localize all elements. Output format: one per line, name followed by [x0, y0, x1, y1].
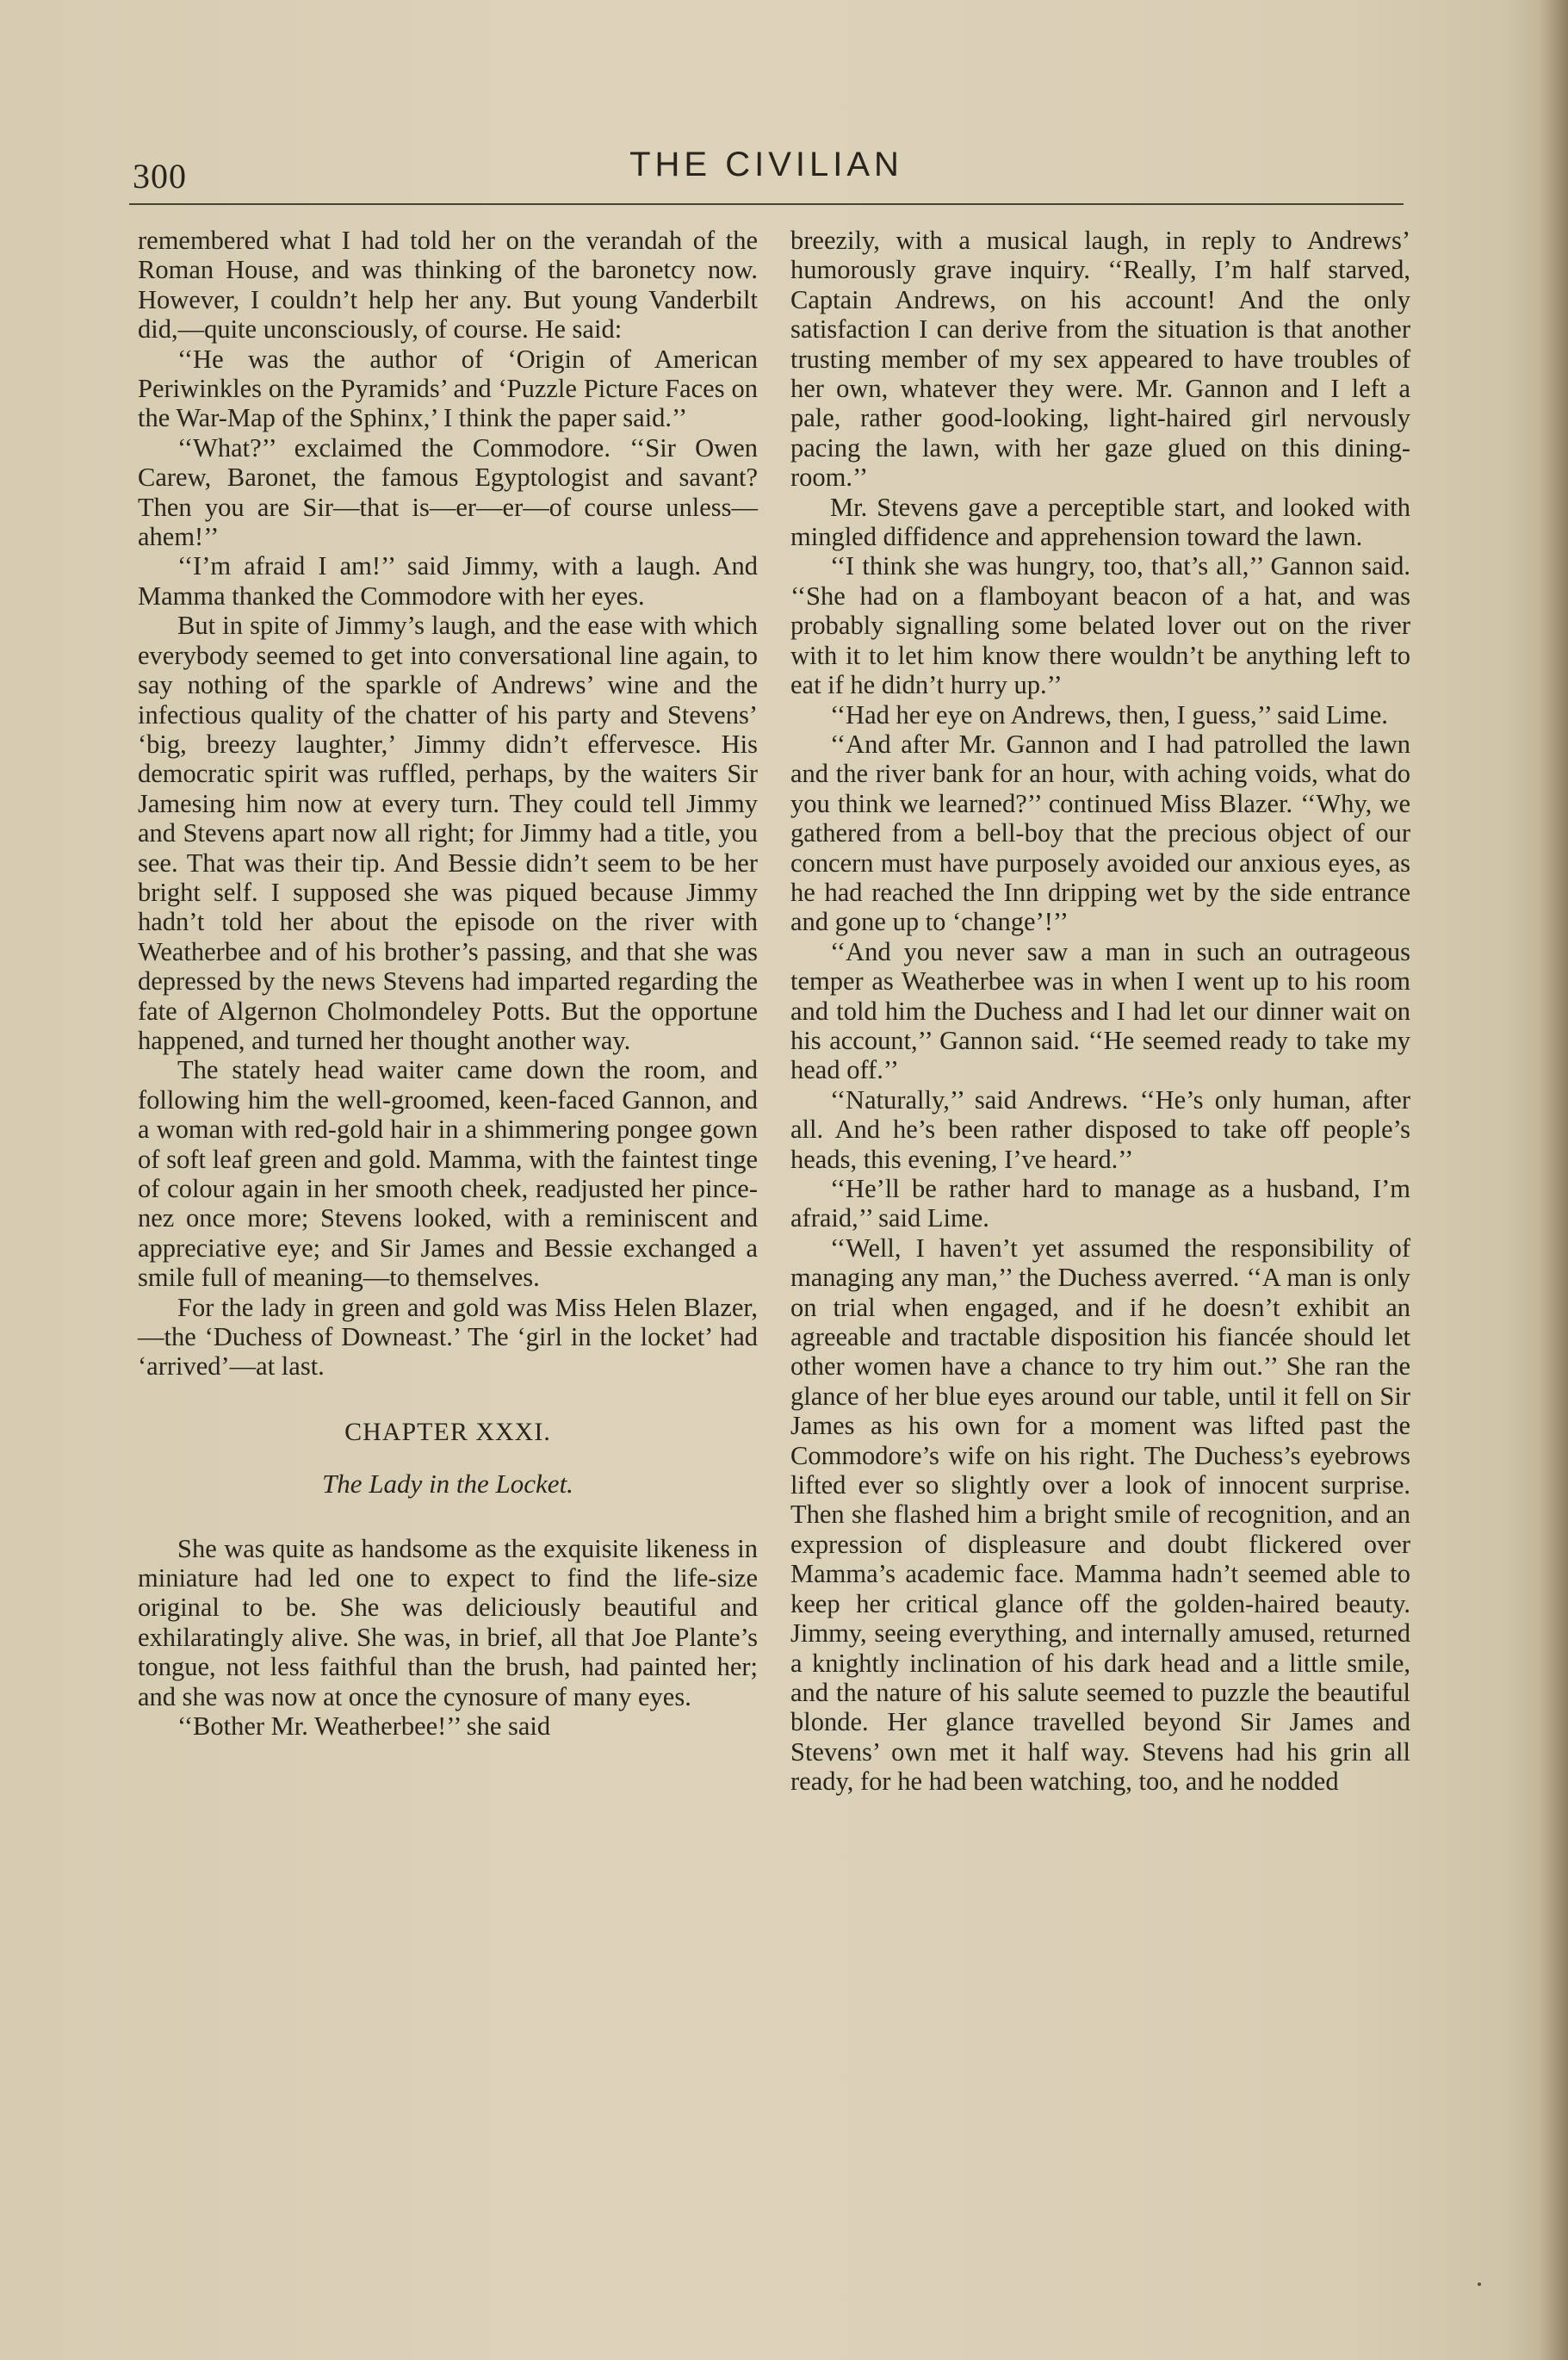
paragraph: ‘‘Well, I haven’t yet assumed the responsibility of managing any man,’’ the Duchess averred. ‘‘A man is only on trial when engaged, and if he doesn’t exhibit an agreeable and tractable disposition his fiancée should let other women have a chance to try him out.’’ She ran the glance of her blue eyes around our table, until it fell on Sir James as his own for a moment was lifted past the Commodore’s wife on his right. The Duchess’s eyebrows lifted ever so slightly over a look of innocent surprise. Then she flashed him a bright smile of recognition, and an expression of displeasure and doubt flickered over Mamma’s academic face. Mamma hadn’t seemed able to keep her critical glance off the golden-haired beauty. Jimmy, seeing everything, and internally amused, returned a knightly inclination of his dark head and a little smile, and the nature of his salute seemed to puzzle the beautiful blonde. Her glance travelled beyond Sir James and Stevens’ own met it half way. Stevens had his grin all ready, for he had been watching, too, and he nodded	[790, 1233, 1410, 1797]
paragraph: ‘‘I think she was hungry, too, that’s all,’’ Gannon said. ‘‘She had on a flamboyant beacon of a hat, and was probably signalling some belated lover out on the river with it to let him know there wouldn’t be anything left to eat if he didn’t hurry up.’’	[790, 551, 1410, 700]
paragraph: ‘‘Bother Mr. Weatherbee!’’ she said	[177, 1711, 551, 1742]
paragraph: ‘‘Naturally,’’ said Andrews. ‘‘He’s only human, after all. And he’s been rather disposed to take off people’s heads, this evening, I’ve heard.’’	[790, 1084, 1410, 1174]
right-column	[790, 226, 1410, 1797]
chapter-heading: CHAPTER XXXI.	[344, 1417, 551, 1446]
paragraph: breezily, with a musical laugh, in reply to Andrews’ humorously grave inquiry. ‘‘Really, I’m half starved, Captain Andrews, on his account! And the only satisfaction I can derive from the situation is that another trusting member of my sex appeared to have troubles of her own, whatever they were. Mr. Gannon and I left a pale, rather good-looking, light-haired girl nervously pacing the lawn, with her gaze glued on this dining-room.’’	[790, 226, 1410, 493]
paragraph: She was quite as handsome as the exquisite likeness in miniature had led one to expect to find the life-size original to be. She was deliciously beautiful and exhilaratingly alive. She was, in brief, all that Joe Plante’s tongue, not less faithful than the brush, had painted her; and she was now at once the cynosure of many eyes.	[138, 1533, 758, 1711]
paragraph: For the lady in green and gold was Miss Helen Blazer,—the ‘Duchess of Downeast.’ The ‘girl in the locket’ had ‘arrived’—at last.	[138, 1292, 758, 1382]
running-header	[129, 142, 1404, 202]
running-title: THE CIVILIAN	[629, 146, 903, 183]
paragraph: ‘‘Had her eye on Andrews, then, I guess,’’ said Lime.	[830, 699, 1388, 730]
paragraph: ‘‘He’ll be rather hard to manage as a husband, I’m afraid,’’ said Lime.	[790, 1174, 1410, 1233]
paragraph: remembered what I had told her on the verandah of the Roman House, and was thinking of the baronetcy now. However, I couldn’t help her any. But young Vanderbilt did,—quite unconsciously, of course. He said:	[138, 226, 758, 345]
chapter-subtitle: The Lady in the Locket.	[322, 1469, 573, 1500]
paragraph: ‘‘What?’’ exclaimed the Commodore. ‘‘Sir Owen Carew, Baronet, the famous Egyptologist and savant? Then you are Sir—that is—er—er—of course unless—ahem!’’	[138, 432, 758, 552]
paragraph: The stately head waiter came down the room, and following him the well-groomed, keen-faced Gannon, and a woman with red-gold hair in a shimmering pongee gown of soft leaf green and gold. Mamma, with the faintest tinge of colour again in her smooth cheek, readjusted her pince-nez once more; Stevens looked, with a reminiscent and appreciative eye; and Sir James and Bessie exchanged a smile full of meaning—to themselves.	[138, 1055, 758, 1293]
paper-speck	[1478, 2282, 1481, 2286]
page-number: 300	[133, 157, 187, 196]
paragraph: But in spite of Jimmy’s laugh, and the ease with which everybody seemed to get into conversational line again, to say nothing of the sparkle of Andrews’ wine and the infectious quality of the chatter of his party and Stevens’ ‘big, breezy laughter,’ Jimmy didn’t effervesce. His democratic spirit was ruffled, perhaps, by the waiters Sir Jamesing him now at every turn. They could tell Jimmy and Stevens apart now all right; for Jimmy had a title, you see. That was their tip. And Bessie didn’t seem to be her bright self. I supposed she was piqued because Jimmy hadn’t told her about the episode on the river with Weatherbee and of his brother’s passing, and that she was depressed by the news Stevens had imparted regarding the fate of Algernon Cholmondeley Potts. But the opportune happened, and turned her thought another way.	[138, 611, 758, 1055]
header-rule	[129, 203, 1404, 205]
paragraph: ‘‘And after Mr. Gannon and I had patrolled the lawn and the river bank for an hour, with aching voids, what do you think we learned?’’ continued Miss Blazer. ‘‘Why, we gathered from a bell-boy that the precious object of our concern must have purposely avoided our anxious eyes, as he had reached the Inn dripping wet by the side entrance and gone up to ‘change’!’’	[790, 729, 1410, 937]
left-column	[138, 226, 758, 1742]
book-spine-edge	[1537, 0, 1568, 2360]
paragraph: ‘‘I’m afraid I am!’’ said Jimmy, with a laugh. And Mamma thanked the Commodore with her eyes.	[138, 551, 758, 611]
paragraph: Mr. Stevens gave a perceptible start, and looked with mingled diffidence and apprehension toward the lawn.	[790, 492, 1410, 552]
paragraph: ‘‘He was the author of ‘Origin of American Periwinkles on the Pyramids’ and ‘Puzzle Picture Faces on the War-Map of the Sphinx,’ I think the paper said.’’	[138, 344, 758, 433]
paragraph: ‘‘And you never saw a man in such an outrageous temper as Weatherbee was in when I went up to his room and told him the Duchess and I had let our dinner wait on his account,’’ Gannon said. ‘‘He seemed ready to take my head off.’’	[790, 936, 1410, 1085]
